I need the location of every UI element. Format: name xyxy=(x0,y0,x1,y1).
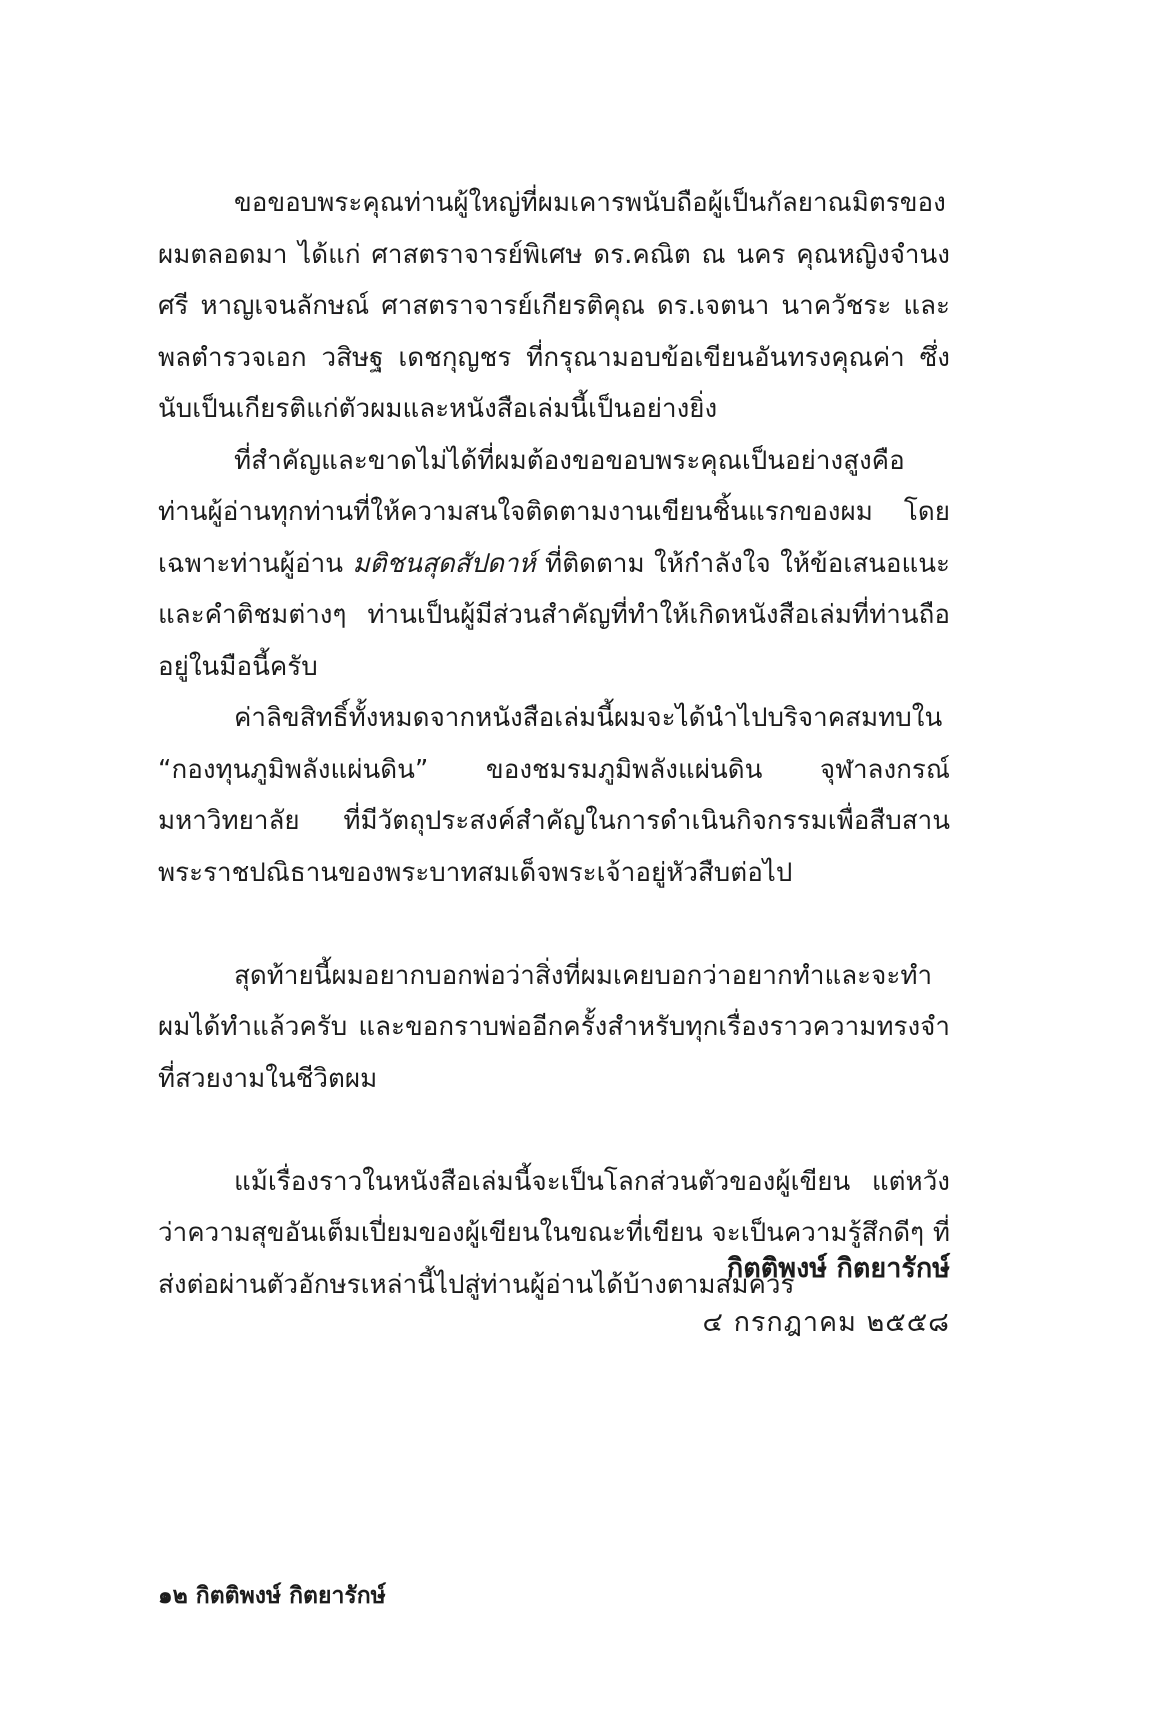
paragraph-text: ที่ติดตาม ให้กำลังใจ ให้ข้อเสนอแนะและคำติชมต่างๆ ท่านเป็นผู้มีส่วนสำคัญที่ทำให้เกิดหนังสือเล่มที่ท่านถืออยู่ในมือนี้ครับ xyxy=(158,548,950,682)
paragraph-to-father: สุดท้ายนี้ผมอยากบอกพ่อว่าสิ่งที่ผมเคยบอกว่าอยากทำและจะทำ ผมได้ทำแล้วครับ และขอกราบพ่ออีกครั้งสำหรับทุกเรื่องราวความทรงจำที่สวยงามในชีวิตผม xyxy=(158,960,950,1094)
signature-date: ๔ กรกฎาคม ๒๕๕๘ xyxy=(702,1307,950,1338)
paragraph-acknowledgement-readers xyxy=(158,436,950,694)
paragraph-royalty-donation: ค่าลิขสิทธิ์ทั้งหมดจากหนังสือเล่มนี้ผมจะได้นำไปบริจาคสมทบใน “กองทุนภูมิพลังแผ่นดิน” ของชมรมภูมิพลังแผ่นดิน จุฬาลงกรณ์มหาวิทยาลัย ที่มีวัตถุประสงค์สำคัญในการดำเนินกิจกรรมเพื่อสืบสานพระราชปณิธานของพระบาทสมเด็จพระเจ้าอยู่หัวสืบต่อไป xyxy=(158,703,950,888)
paragraph-acknowledgement-mentors: ขอขอบพระคุณท่านผู้ใหญ่ที่ผมเคารพนับถือผู้เป็นกัลยาณมิตรของผมตลอดมา ได้แก่ ศาสตราจารย์พิเศษ ดร.คณิต ณ นคร คุณหญิงจำนงศรี หาญเจนลักษณ์ ศาสตราจารย์เกียรติคุณ ดร.เจตนา นาควัชระ และ พลตำรวจเอก วสิษฐ เดชกุญชร ที่กรุณามอบข้อเขียนอันทรงคุณค่า ซึ่งนับเป็นเกียรติแก่ตัวผมและหนังสือเล่มนี้เป็นอย่างยิ่ง xyxy=(158,188,950,424)
author-name: กิตติพงษ์ กิตยารักษ์ xyxy=(726,1253,950,1284)
signature-block xyxy=(703,1242,950,1350)
magazine-title: มติชนสุดสัปดาห์ xyxy=(352,548,536,579)
page-footer: ๑๒ กิตติพงษ์ กิตยารักษ์ xyxy=(158,1583,386,1609)
paragraph-text: ที่สำคัญและขาดไม่ได้ที่ผมต้องขอขอบพระคุณเป็นอย่างสูงคือท่านผู้อ่านทุกท่านที่ให้ความสนใจติดตามงานเขียนชิ้นแรกของผม โดยเฉพาะท่านผู้อ่าน xyxy=(158,445,950,579)
paragraph-closing: แม้เรื่องราวในหนังสือเล่มนี้จะเป็นโลกส่วนตัวของผู้เขียน แต่หวังว่าความสุขอันเต็มเปี่ยมของผู้เขียนในขณะที่เขียน จะเป็นความรู้สึกดีๆ ที่ส่งต่อผ่านตัวอักษรเหล่านี้ไปสู่ท่านผู้อ่านได้บ้างตามสมควร xyxy=(158,1166,950,1300)
body-text xyxy=(158,178,950,1311)
